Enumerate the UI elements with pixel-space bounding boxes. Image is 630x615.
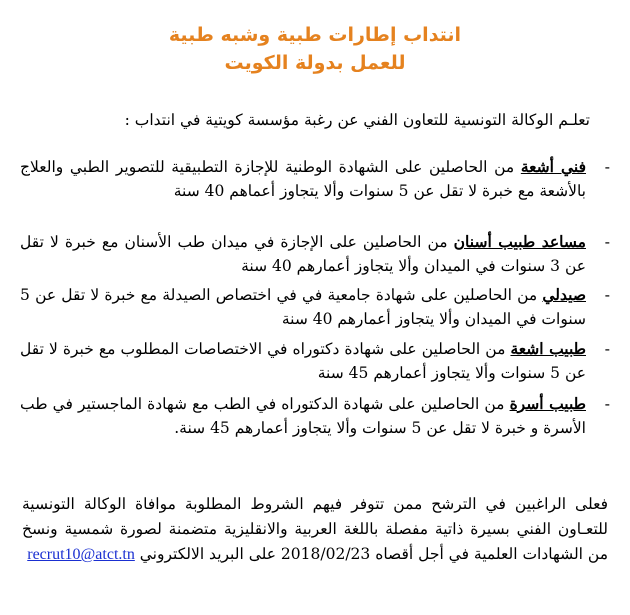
intro-paragraph: تعلـم الوكالة التونسية للتعاون الفني عن رغبة مؤسسة كويتية في انتداب : — [124, 111, 590, 129]
email-link[interactable]: recrut10@atct.tn — [27, 546, 135, 563]
closing-paragraph — [22, 492, 608, 567]
job-title: طبيب اشعة — [510, 339, 586, 358]
job-description: من الحاصلين على شهادة جامعية في في اختصاص الصيدلة مع خبرة لا تقل عن 5 سنوات في الميدان وألا يتجاوز أعمارهم 40 سنة — [20, 286, 586, 328]
bullet-dash: - — [604, 233, 610, 251]
job-title: صيدلي — [542, 285, 586, 304]
job-title: طبيب أسرة — [509, 394, 586, 413]
job-description: من الحاصلين على شهادة الدكتوراه في الطب مع شهادة الماجستير في طب الأسرة و خبرة لا تقل عن 5 سنوات وألا يتجاوز أعمارهم 45 سنة. — [20, 395, 586, 437]
job-title: فني أشعة — [520, 157, 587, 176]
closing-text: فعلى الراغبين في الترشح ممن تتوفر فيهم الشروط المطلوبة موافاة الوكالة التونسية للتعـاون الفني بسيرة ذاتية مفصلة باللغة العربية والانقليزية متضمنة لصورة شمسية ونسخ من الشهادات العلمية في أجل أقصاه 2018/02/23 على البريد الالكتروني — [22, 495, 608, 563]
job-title: مساعد طبيب أسنان — [453, 232, 586, 251]
bullet-dash: - — [604, 395, 610, 413]
bullet-dash: - — [604, 158, 610, 176]
job-item-pharmacist — [20, 283, 608, 331]
job-item-dental-assistant — [20, 230, 608, 278]
bullet-dash: - — [604, 286, 610, 304]
job-item-radiologist — [20, 337, 608, 385]
job-description: من الحاصلين على شهادة دكتوراه في الاختصاصات المطلوب مع خبرة لا تقل عن 5 سنوات وألا يتجاوز أعمارهم 45 سنة — [20, 340, 586, 382]
bullet-dash: - — [604, 340, 610, 358]
job-item-radiology-technician — [20, 155, 608, 203]
title-line-2: للعمل بدولة الكويت — [224, 52, 406, 74]
job-item-family-physician — [20, 392, 608, 440]
title-line-1: انتداب إطارات طبية وشبه طبية — [168, 24, 462, 46]
job-description: من الحاصلين على الإجازة في ميدان طب الأسنان مع خبرة لا تقل عن 3 سنوات في الميدان وألا يتجاوز أعمارهم 40 سنة — [20, 233, 586, 275]
job-description: من الحاصلين على الشهادة الوطنية للإجازة التطبيقية للتصوير الطبي والعلاج بالأشعة مع خبرة لا تقل عن 5 سنوات وألا يتجاوز أعماهم 40 سنة — [20, 158, 586, 200]
